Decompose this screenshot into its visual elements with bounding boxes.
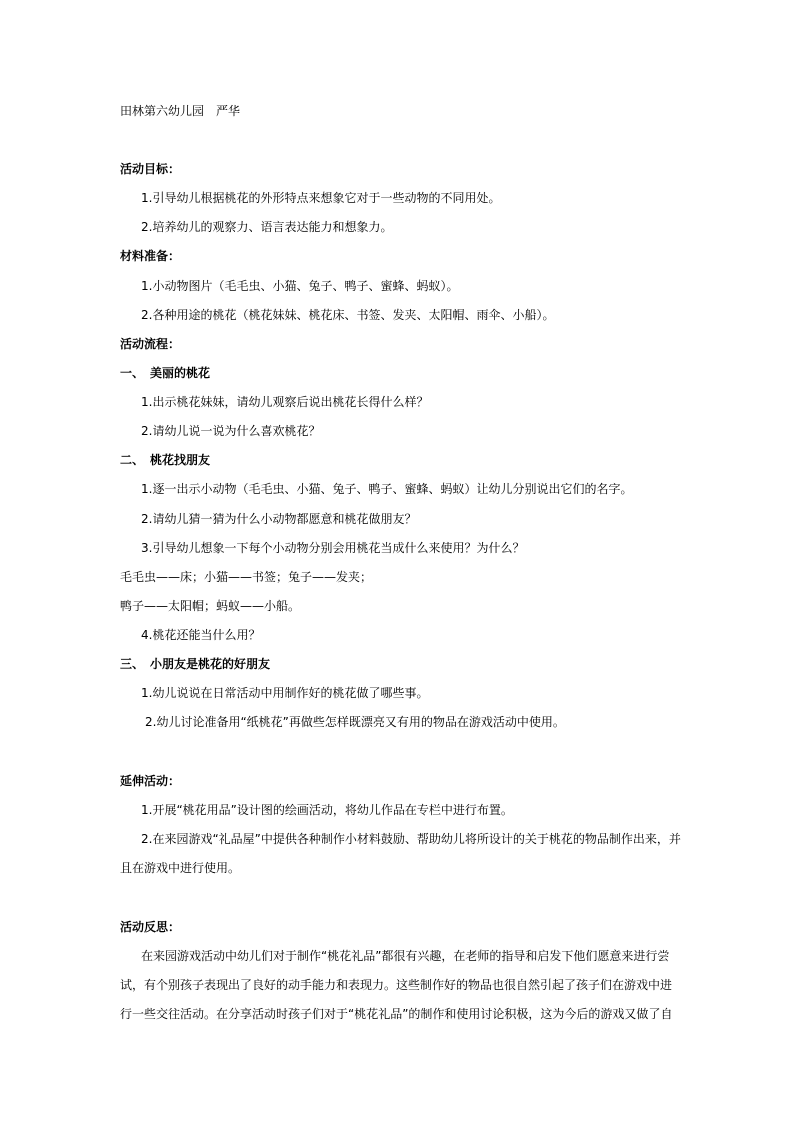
goal-item-2: 2.培养幼儿的观察力、语言表达能力和想象力。 [141, 220, 393, 234]
goals-heading: 活动目标： [120, 162, 181, 176]
section-2-item-4: 4.桃花还能当什么用？ [141, 628, 261, 642]
reflection-line-3: 行一些交往活动。在分享活动时孩子们对于“桃花礼品”的制作和使用讨论积极，这为今后的游戏又做了自 [120, 1007, 673, 1021]
section-2-item-3: 3.引导幼儿想象一下每个小动物分别会用桃花当成什么来使用？为什么？ [141, 541, 525, 555]
material-item-1: 1.小动物图片（毛毛虫、小猫、兔子、鸭子、蜜蜂、蚂蚁）。 [141, 279, 459, 293]
section-3-item-1: 1.幼儿说说在日常活动中用制作好的桃花做了哪些事。 [141, 686, 429, 700]
reflection-line-1: 在来园游戏活动中幼儿们对于制作“桃花礼品”都很有兴趣，在老师的指导和启发下他们愿意来进行尝 [141, 949, 670, 963]
section-1-item-1: 1.出示桃花妹妹，请幼儿观察后说出桃花长得什么样？ [141, 395, 429, 409]
section-1-title: 一、 美丽的桃花 [120, 366, 211, 380]
goal-item-1: 1.引导幼儿根据桃花的外形特点来想象它对于一些动物的不同用处。 [141, 191, 501, 205]
extension-item-2-line-1: 2.在来园游戏“礼品屋”中提供各种制作小材料鼓励、帮助幼儿将所设计的关于桃花的物品制作出来，并 [141, 832, 681, 846]
reflection-heading: 活动反思： [120, 920, 181, 934]
process-heading: 活动流程： [120, 337, 181, 351]
material-item-2: 2.各种用途的桃花（桃花妹妹、桃花床、书签、发夹、太阳帽、雨伞、小船）。 [141, 308, 555, 322]
reflection-line-2: 试，有个别孩子表现出了良好的动手能力和表现力。这些制作好的物品也很自然引起了孩子们在游戏中进 [120, 978, 673, 992]
extension-item-1: 1.开展“桃花用品”设计图的绘画活动，将幼儿作品在专栏中进行布置。 [141, 803, 513, 817]
section-1-item-2: 2.请幼儿说一说为什么喜欢桃花？ [141, 424, 321, 438]
extension-heading: 延伸活动： [120, 774, 181, 788]
section-3-title: 三、 小朋友是桃花的好朋友 [120, 657, 271, 671]
section-3-item-2: 2.幼儿讨论准备用“纸桃花”再做些怎样既漂亮又有用的物品在游戏活动中使用。 [145, 715, 565, 729]
animal-use-pairs-2: 鸭子——太阳帽；蚂蚁——小船。 [120, 599, 301, 613]
extension-item-2-line-2: 且在游戏中进行使用。 [120, 861, 241, 875]
animal-use-pairs-1: 毛毛虫——床；小猫——书签；兔子——发夹； [120, 570, 373, 584]
materials-heading: 材料准备： [120, 249, 181, 263]
section-2-item-1: 1.逐一出示小动物（毛毛虫、小猫、兔子、鸭子、蜜蜂、蚂蚁）让幼儿分别说出它们的名字。 [141, 482, 633, 496]
author-line: 田林第六幼儿园 严华 [120, 104, 241, 118]
section-2-title: 二、 桃花找朋友 [120, 453, 211, 467]
section-2-item-2: 2.请幼儿猜一猜为什么小动物都愿意和桃花做朋友？ [141, 512, 417, 526]
